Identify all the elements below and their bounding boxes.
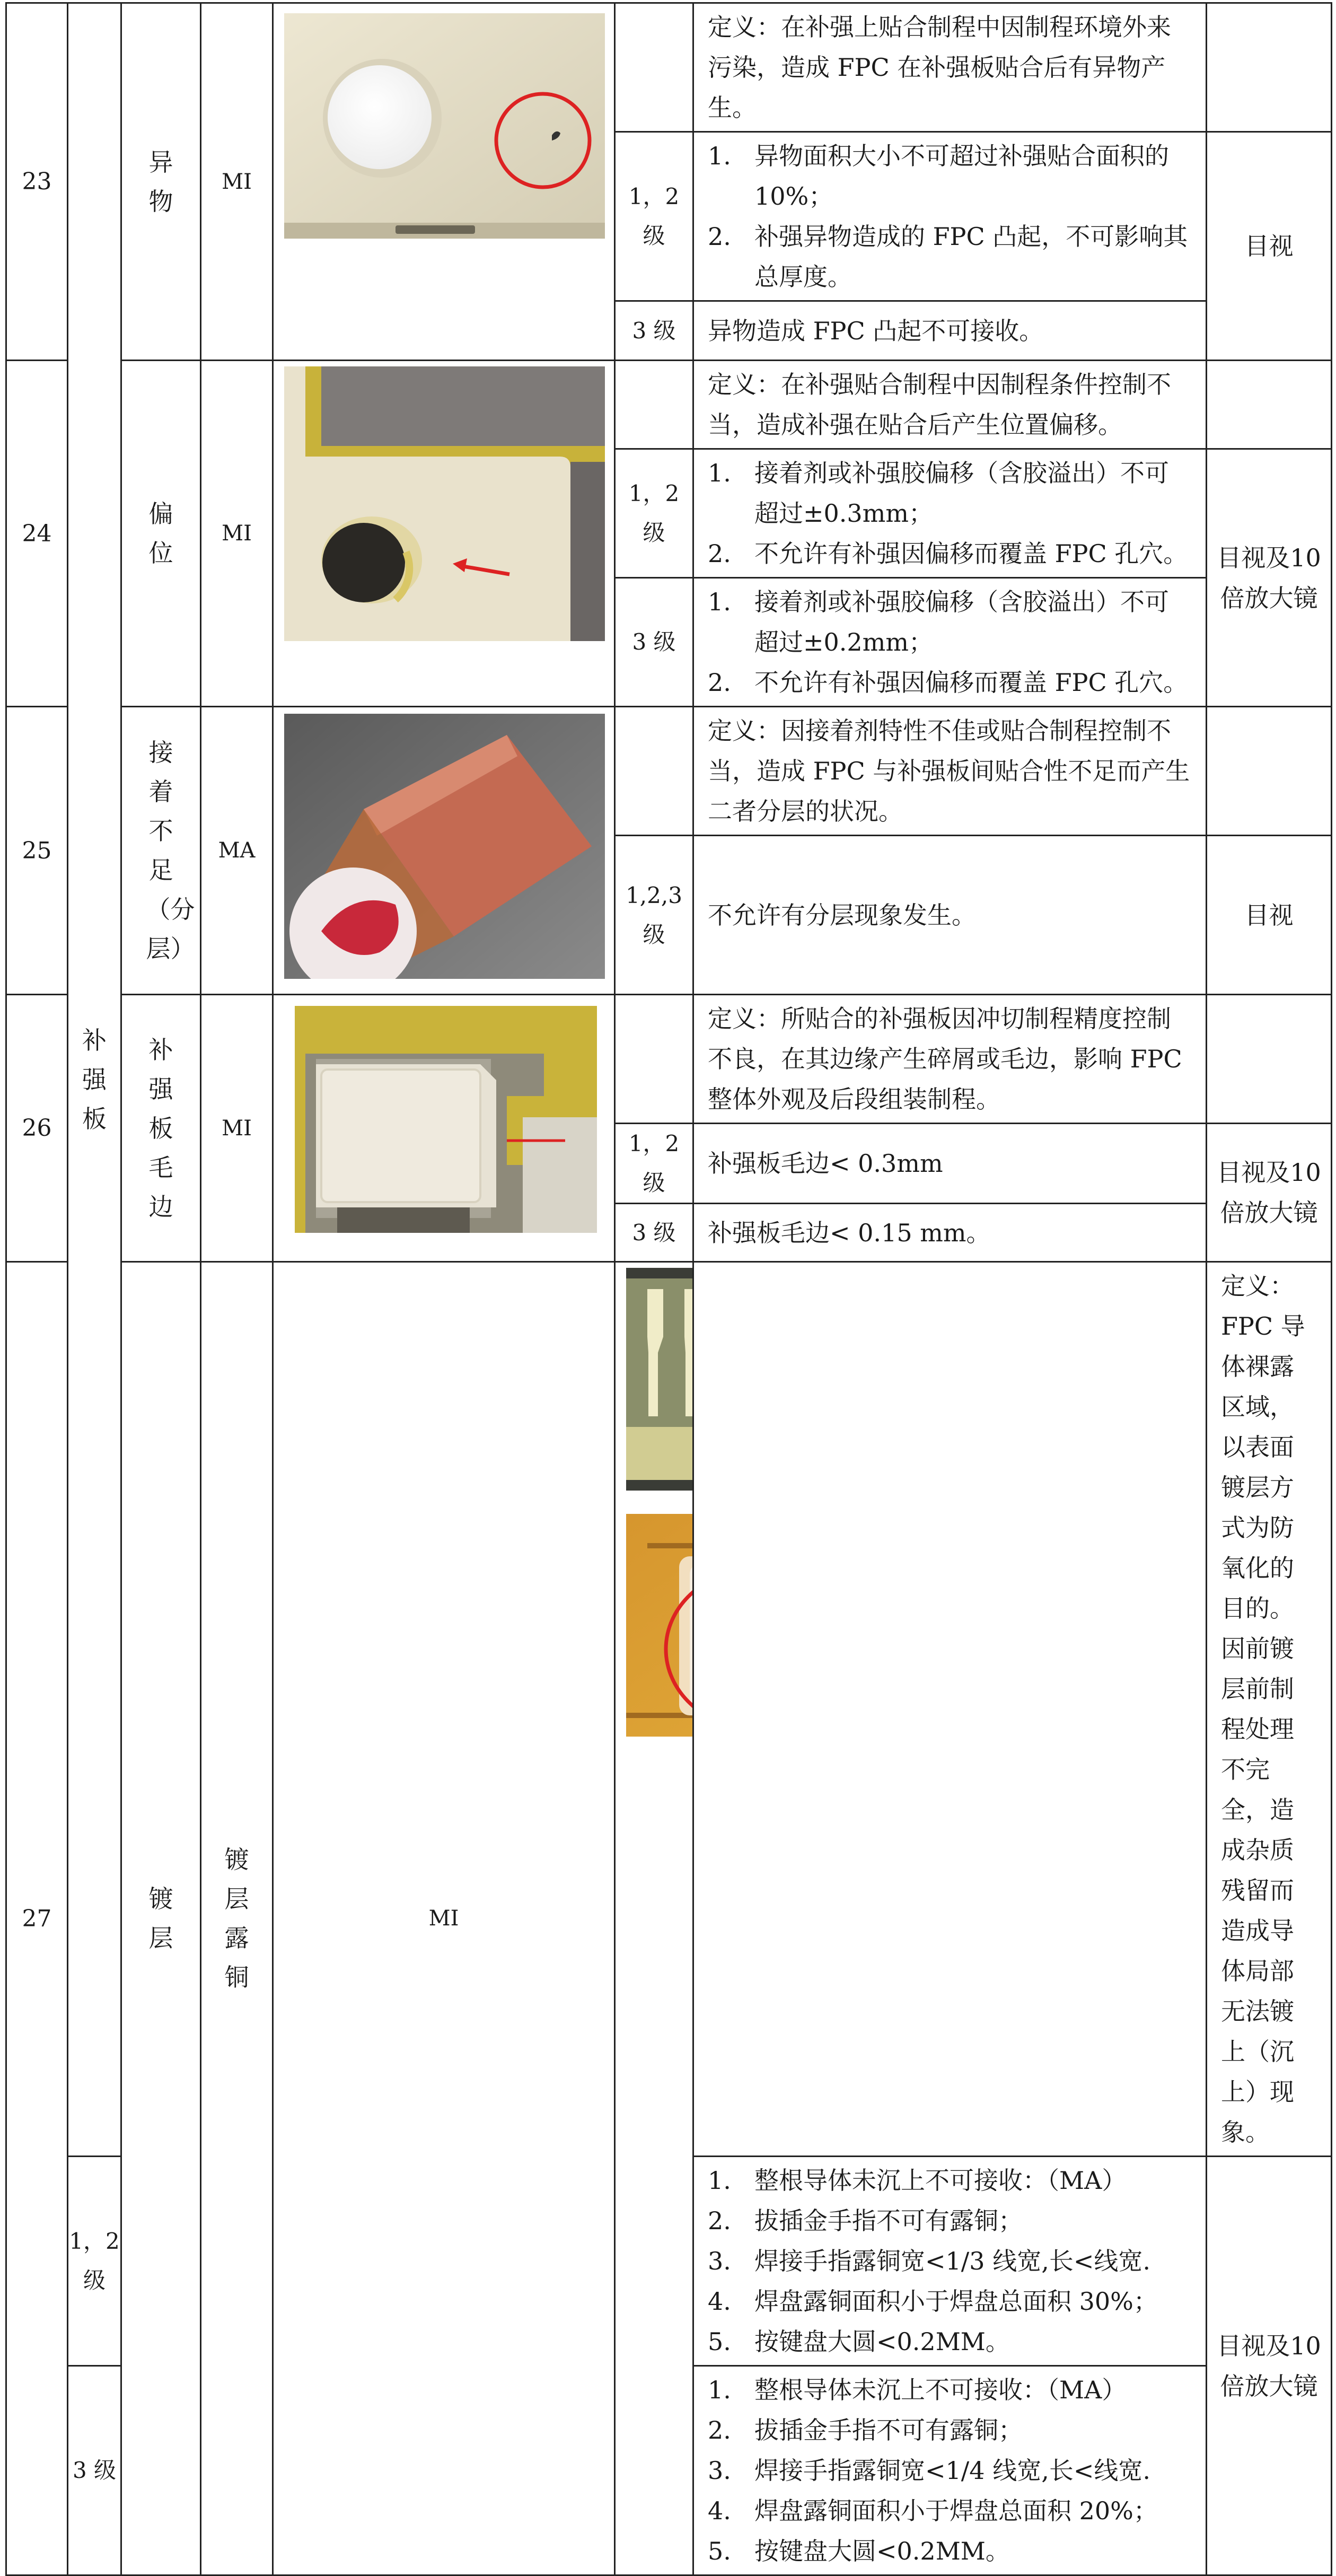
defect-image-cell (273, 995, 615, 1262)
criteria-item: 2. 不允许有补强因偏移而覆盖 FPC 孔穴。 (708, 662, 1193, 703)
list-number: 5. (708, 2327, 731, 2356)
list-number: 4. (708, 2287, 731, 2316)
definition-text: 定义：在补强贴合制程中因制程条件控制不当，造成补强在贴合后产生位置偏移。 (693, 361, 1207, 449)
list-number: 5. (708, 2537, 731, 2565)
defect-name-cell (121, 995, 201, 1262)
defect-name: 补强板毛边 (148, 1035, 173, 1221)
level-label: 1，2 级 (615, 1124, 693, 1204)
level-cell (693, 1262, 1207, 2157)
criteria-cell (693, 578, 1207, 707)
inspection-method: 目视及10倍放大镜 (1207, 2157, 1332, 2575)
level-cell (615, 707, 693, 836)
defect-name-cell (121, 707, 201, 995)
category-label: 补强板 (82, 1026, 107, 1133)
criteria-text: 不允许有分层现象发生。 (693, 836, 1207, 995)
inspection-method: 目视及10倍放大镜 (1207, 1124, 1332, 1262)
definition-text: 定义：FPC 导体裸露区域，以表面镀层方式为防氧化的目的。因前镀层前制程处理不完全，造成杂质残留而造成导体局部无法镀上（沉上）现象。 (1207, 1262, 1332, 2157)
severity-code: MI (273, 1262, 615, 2575)
criteria-item: 3. 焊接手指露铜宽<1/4 线宽,长<线宽. (708, 2450, 1193, 2491)
criteria-item: 1. 接着剂或补强胶偏移（含胶溢出）不可超过±0.3mm； (708, 453, 1193, 533)
severity-code: MI (201, 361, 273, 707)
level-cell (615, 361, 693, 449)
defect-name: 偏位 (148, 500, 173, 567)
level-label: 1，2 级 (615, 132, 693, 301)
level-cell (615, 995, 693, 1124)
inspection-method: 目视 (1207, 132, 1332, 361)
list-number: 2. (708, 222, 731, 251)
definition-text: 定义：在补强上贴合制程中因制程环境外来污染，造成 FPC 在补强板贴合后有异物产生。 (693, 3, 1207, 132)
list-number: 3. (708, 2456, 731, 2485)
criteria-item: 4. 焊盘露铜面积小于焊盘总面积 20%； (708, 2491, 1193, 2531)
criteria-item: 1. 异物面积大小不可超过补强贴合面积的 10%； (708, 136, 1193, 216)
definition-text: 定义：因接着剂特性不佳或贴合制程控制不当，造成 FPC 与补强板间贴合性不足而产生二者分层的状况。 (693, 707, 1207, 836)
criteria-cell (693, 2366, 1207, 2575)
level-label: 1，2 级 (615, 449, 693, 578)
criteria-item: 5. 按键盘大圆<0.2MM。 (708, 2531, 1193, 2571)
criteria-list (708, 582, 1193, 703)
criteria-item: 1. 整根导体未沉上不可接收：（MA） (708, 2370, 1193, 2410)
gold-finger-image (626, 1268, 693, 1491)
defect-name-cell (201, 1262, 273, 2575)
method-cell (1207, 707, 1332, 836)
defect-image-cell (273, 707, 615, 995)
item-number: 25 (6, 707, 68, 995)
item-number: 24 (6, 361, 68, 707)
criteria-list (708, 2370, 1193, 2571)
criteria-item: 1. 整根导体未沉上不可接收：（MA） (708, 2160, 1193, 2201)
list-number: 4. (708, 2496, 731, 2525)
category-cell (68, 3, 121, 2157)
level-label: 3 级 (68, 2366, 121, 2575)
list-number: 2. (708, 668, 731, 697)
severity-code: MA (201, 707, 273, 995)
item-number: 26 (6, 995, 68, 1262)
foreign-matter-image (284, 13, 605, 239)
criteria-text: 补强板毛边< 0.3mm (693, 1124, 1207, 1204)
list-number: 3. (708, 2247, 731, 2275)
criteria-cell (693, 2157, 1207, 2366)
list-number: 1. (708, 2376, 731, 2404)
inspection-method: 目视及10倍放大镜 (1207, 449, 1332, 707)
level-label: 1,2,3 级 (615, 836, 693, 995)
inspection-criteria-table (5, 2, 1332, 2576)
category-cell (121, 1262, 201, 2575)
list-number: 1. (708, 459, 731, 487)
method-cell (1207, 361, 1332, 449)
category-label: 镀层 (148, 1885, 173, 1952)
list-number: 1. (708, 588, 731, 616)
level-label: 3 级 (615, 301, 693, 361)
burr-image (295, 1006, 597, 1233)
defect-name: 异物 (148, 147, 173, 216)
criteria-item: 1. 接着剂或补强胶偏移（含胶溢出）不可超过±0.2mm； (708, 582, 1193, 662)
criteria-cell (693, 449, 1207, 578)
criteria-list (708, 453, 1193, 574)
criteria-item: 2. 拔插金手指不可有露铜； (708, 2410, 1193, 2450)
criteria-item: 3. 焊接手指露铜宽<1/3 线宽,长<线宽. (708, 2241, 1193, 2281)
defect-image-cell (273, 3, 615, 361)
level-label: 3 级 (615, 1204, 693, 1262)
list-number: 1. (708, 2166, 731, 2195)
item-number: 27 (6, 1262, 68, 2575)
offset-image (284, 366, 605, 641)
defect-name-cell (121, 361, 201, 707)
level-cell (615, 3, 693, 132)
criteria-item: 2. 拔插金手指不可有露铜； (708, 2201, 1193, 2241)
list-number: 2. (708, 539, 731, 568)
definition-text: 定义：所贴合的补强板因冲切制程精度控制不良，在其边缘产生碎屑或毛边，影响 FPC 整体外观及后段组装制程。 (693, 995, 1207, 1124)
criteria-item: 4. 焊盘露铜面积小于焊盘总面积 30%； (708, 2281, 1193, 2321)
criteria-cell (693, 132, 1207, 301)
severity-code: MI (201, 995, 273, 1262)
criteria-list (708, 2160, 1193, 2362)
delamination-image (284, 714, 605, 979)
criteria-item: 2. 补强异物造成的 FPC 凸起，不可影响其总厚度。 (708, 216, 1193, 297)
inspection-method: 目视 (1207, 836, 1332, 995)
method-cell (1207, 995, 1332, 1124)
list-number: 2. (708, 2416, 731, 2444)
criteria-item: 2. 不允许有补强因偏移而覆盖 FPC 孔穴。 (708, 533, 1193, 574)
defect-name: 镀层露铜 (224, 1845, 249, 1992)
criteria-text: 异物造成 FPC 凸起不可接收。 (693, 301, 1207, 361)
item-number: 23 (6, 3, 68, 361)
list-number: 1. (708, 142, 731, 170)
criteria-text: 补强板毛边< 0.15 mm。 (693, 1204, 1207, 1262)
list-number: 2. (708, 2206, 731, 2235)
criteria-item: 5. 按键盘大圆<0.2MM。 (708, 2321, 1193, 2362)
defect-name: 接着不足（分层） (146, 738, 195, 963)
level-label: 1，2 级 (68, 2157, 121, 2366)
defect-image-cell (273, 361, 615, 707)
method-cell (1207, 3, 1332, 132)
severity-code: MI (201, 3, 273, 361)
criteria-list (708, 136, 1193, 297)
defect-name-cell (121, 3, 201, 361)
defect-image-cell (615, 1262, 693, 2575)
level-label: 3 级 (615, 578, 693, 707)
solder-pad-image (626, 1514, 693, 1737)
